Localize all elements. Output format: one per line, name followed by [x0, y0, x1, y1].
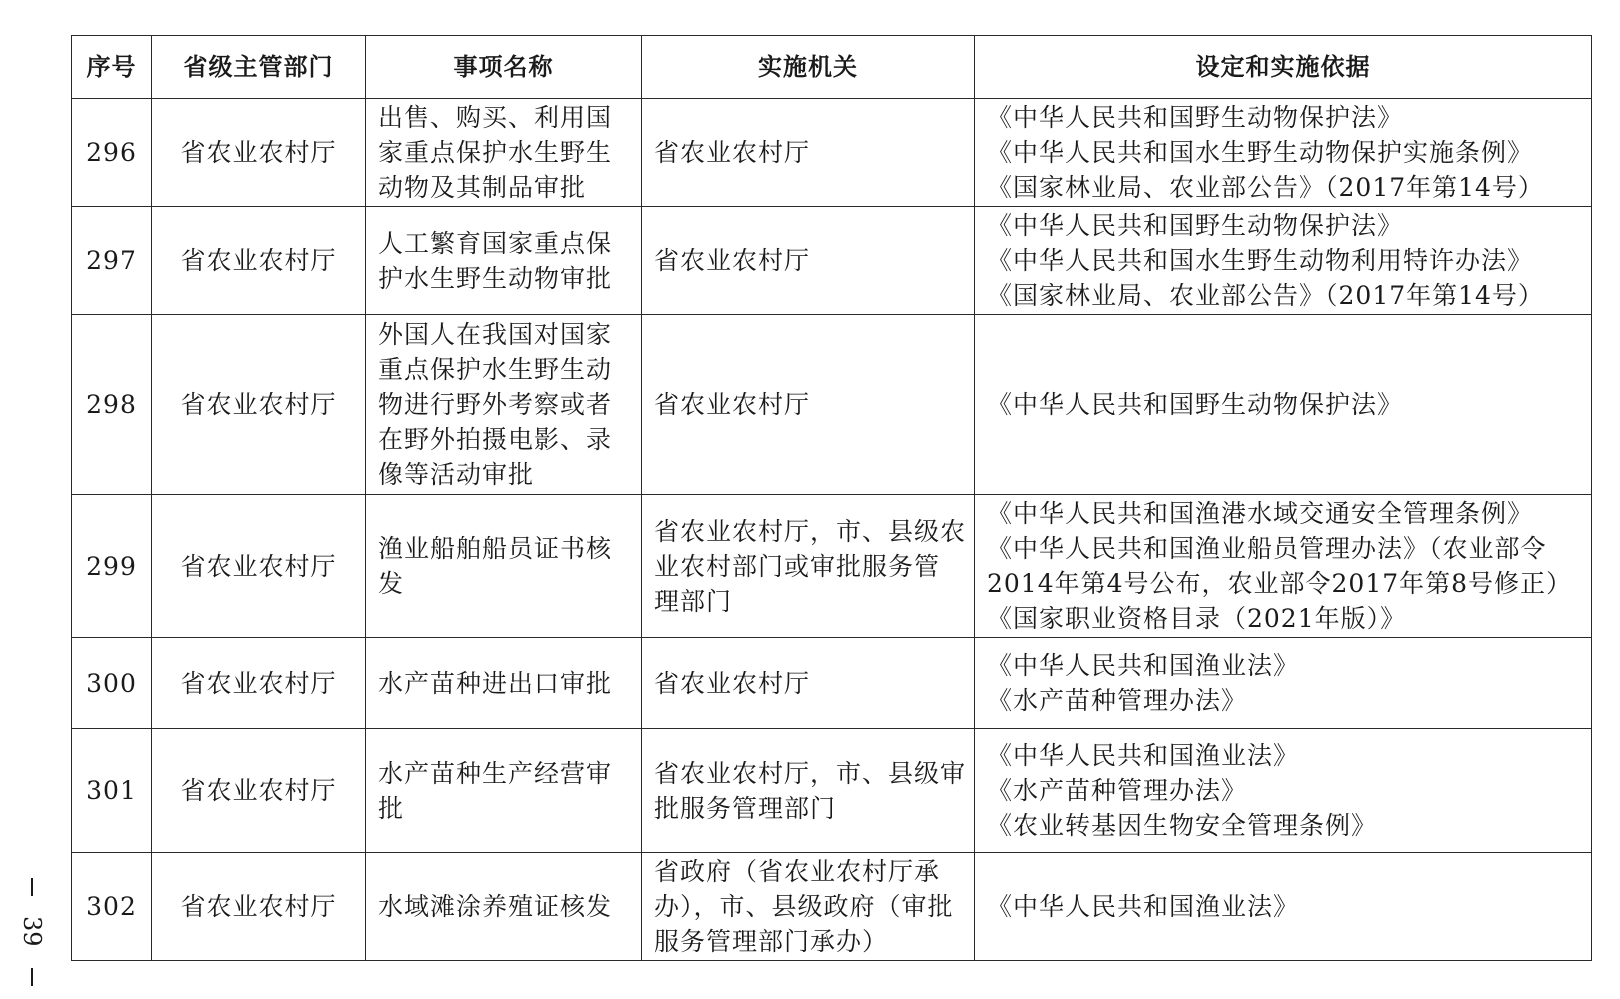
cell-legal-basis: [975, 495, 1592, 638]
cell-serial-number: 301: [72, 729, 152, 853]
cell-item-name: [366, 638, 642, 729]
table-row: [72, 207, 1592, 315]
basis-line: 《水产苗种管理办法》: [987, 686, 1248, 715]
cell-legal-basis: [975, 99, 1592, 207]
cell-item-name: [366, 729, 642, 853]
table-header-row: [72, 36, 1592, 99]
agency-line: 批服务管理部门: [654, 793, 837, 823]
page-number-dash-bottom: [31, 968, 33, 986]
basis-line: 《中华人民共和国水生野生动物利用特许办法》: [987, 246, 1534, 275]
basis-line: 《中华人民共和国野生动物保护法》: [987, 103, 1404, 132]
basis-line: 《中华人民共和国渔业法》: [987, 651, 1300, 680]
basis-line: 《中华人民共和国渔业法》: [987, 741, 1300, 770]
header-implementing-agency: 实施机关: [642, 36, 975, 99]
item-name-line: 像等活动审批: [378, 460, 535, 489]
header-serial-number: 序号: [72, 36, 152, 99]
cell-item-name: [366, 495, 642, 638]
agency-line: 理部门: [654, 586, 733, 616]
cell-serial-number: 297: [72, 207, 152, 315]
cell-serial-number: 299: [72, 495, 152, 638]
basis-line: 《国家林业局、农业部公告》（2017年第14号）: [987, 173, 1544, 202]
item-name-line: 水产苗种生产经营审: [378, 758, 613, 788]
agency-line: 省农业农村厅，市、县级农: [654, 516, 967, 546]
basis-line: 2014年第4号公布，农业部令2017年第8号修正）: [987, 569, 1573, 598]
item-name-line: 护水生野生动物审批: [378, 263, 613, 293]
item-name-line: 人工繁育国家重点保: [378, 228, 613, 258]
basis-line: 《中华人民共和国渔港水域交通安全管理条例》: [987, 499, 1534, 528]
basis-line: 《水产苗种管理办法》: [987, 776, 1248, 805]
item-name-line: 渔业船舶船员证书核: [378, 534, 613, 563]
cell-serial-number: 298: [72, 315, 152, 495]
cell-item-name: [366, 207, 642, 315]
item-name-line: 外国人在我国对国家: [378, 320, 613, 349]
table-row: [72, 853, 1592, 961]
cell-department: 省农业农村厅: [152, 99, 366, 207]
cell-legal-basis: [975, 207, 1592, 315]
item-name-line: 水产苗种进出口审批: [378, 668, 613, 698]
item-name-line: 批: [378, 793, 405, 823]
cell-legal-basis: [975, 729, 1592, 853]
cell-item-name: [366, 99, 642, 207]
licensing-items-table: [71, 35, 1592, 961]
agency-line: 省政府（省农业农村厅承: [654, 857, 941, 886]
item-name-line: 家重点保护水生野生: [378, 138, 613, 167]
agency-line: 省农业农村厅，市、县级审: [654, 758, 967, 788]
item-name-line: 在野外拍摄电影、录: [378, 425, 613, 454]
basis-line: 《中华人民共和国野生动物保护法》: [987, 211, 1404, 240]
cell-serial-number: 302: [72, 853, 152, 961]
item-name-line: 物进行野外考察或者: [378, 390, 613, 419]
table-row: [72, 99, 1592, 207]
cell-department: 省农业农村厅: [152, 853, 366, 961]
basis-line: 《中华人民共和国水生野生动物保护实施条例》: [987, 138, 1534, 167]
agency-line: 办），市、县级政府（审批: [654, 892, 954, 921]
item-name-line: 水域滩涂养殖证核发: [378, 892, 613, 921]
table-row: [72, 729, 1592, 853]
cell-serial-number: 300: [72, 638, 152, 729]
cell-department: 省农业农村厅: [152, 638, 366, 729]
page-number-text: 39: [18, 916, 46, 947]
cell-agency: [642, 315, 975, 495]
cell-item-name: [366, 315, 642, 495]
cell-department: 省农业农村厅: [152, 495, 366, 638]
agency-line: 省农业农村厅: [654, 668, 811, 698]
table-row: [72, 315, 1592, 495]
cell-agency: [642, 495, 975, 638]
basis-line: 《国家林业局、农业部公告》（2017年第14号）: [987, 281, 1544, 310]
basis-line: 《中华人民共和国渔业法》: [987, 892, 1300, 921]
cell-serial-number: 296: [72, 99, 152, 207]
cell-department: 省农业农村厅: [152, 315, 366, 495]
cell-legal-basis: [975, 638, 1592, 729]
cell-agency: [642, 207, 975, 315]
header-legal-basis: 设定和实施依据: [975, 36, 1592, 99]
cell-department: 省农业农村厅: [152, 729, 366, 853]
basis-line: 《中华人民共和国渔业船员管理办法》（农业部令: [987, 534, 1547, 563]
agency-line: 省农业农村厅: [654, 390, 811, 419]
header-provincial-department: 省级主管部门: [152, 36, 366, 99]
cell-agency: [642, 853, 975, 961]
header-item-name: 事项名称: [366, 36, 642, 99]
item-name-line: 出售、购买、利用国: [378, 103, 613, 132]
cell-agency: [642, 729, 975, 853]
agency-line: 业农村部门或审批服务管: [654, 551, 941, 581]
agency-line: 服务管理部门承办）: [654, 927, 889, 956]
cell-legal-basis: [975, 853, 1592, 961]
item-name-line: 动物及其制品审批: [378, 173, 587, 202]
item-name-line: 重点保护水生野生动: [378, 355, 613, 384]
item-name-line: 发: [378, 569, 405, 598]
table-row: [72, 495, 1592, 638]
agency-line: 省农业农村厅: [654, 246, 811, 275]
cell-item-name: [366, 853, 642, 961]
basis-line: 《农业转基因生物安全管理条例》: [987, 811, 1378, 840]
cell-department: 省农业农村厅: [152, 207, 366, 315]
table-row: [72, 638, 1592, 729]
cell-legal-basis: [975, 315, 1592, 495]
basis-line: 《中华人民共和国野生动物保护法》: [987, 390, 1404, 419]
cell-agency: [642, 638, 975, 729]
basis-line: 《国家职业资格目录（2021年版）》: [987, 604, 1407, 633]
agency-line: 省农业农村厅: [654, 138, 811, 167]
page-number-dash-top: [31, 878, 33, 896]
page-number: [14, 870, 54, 990]
cell-agency: [642, 99, 975, 207]
